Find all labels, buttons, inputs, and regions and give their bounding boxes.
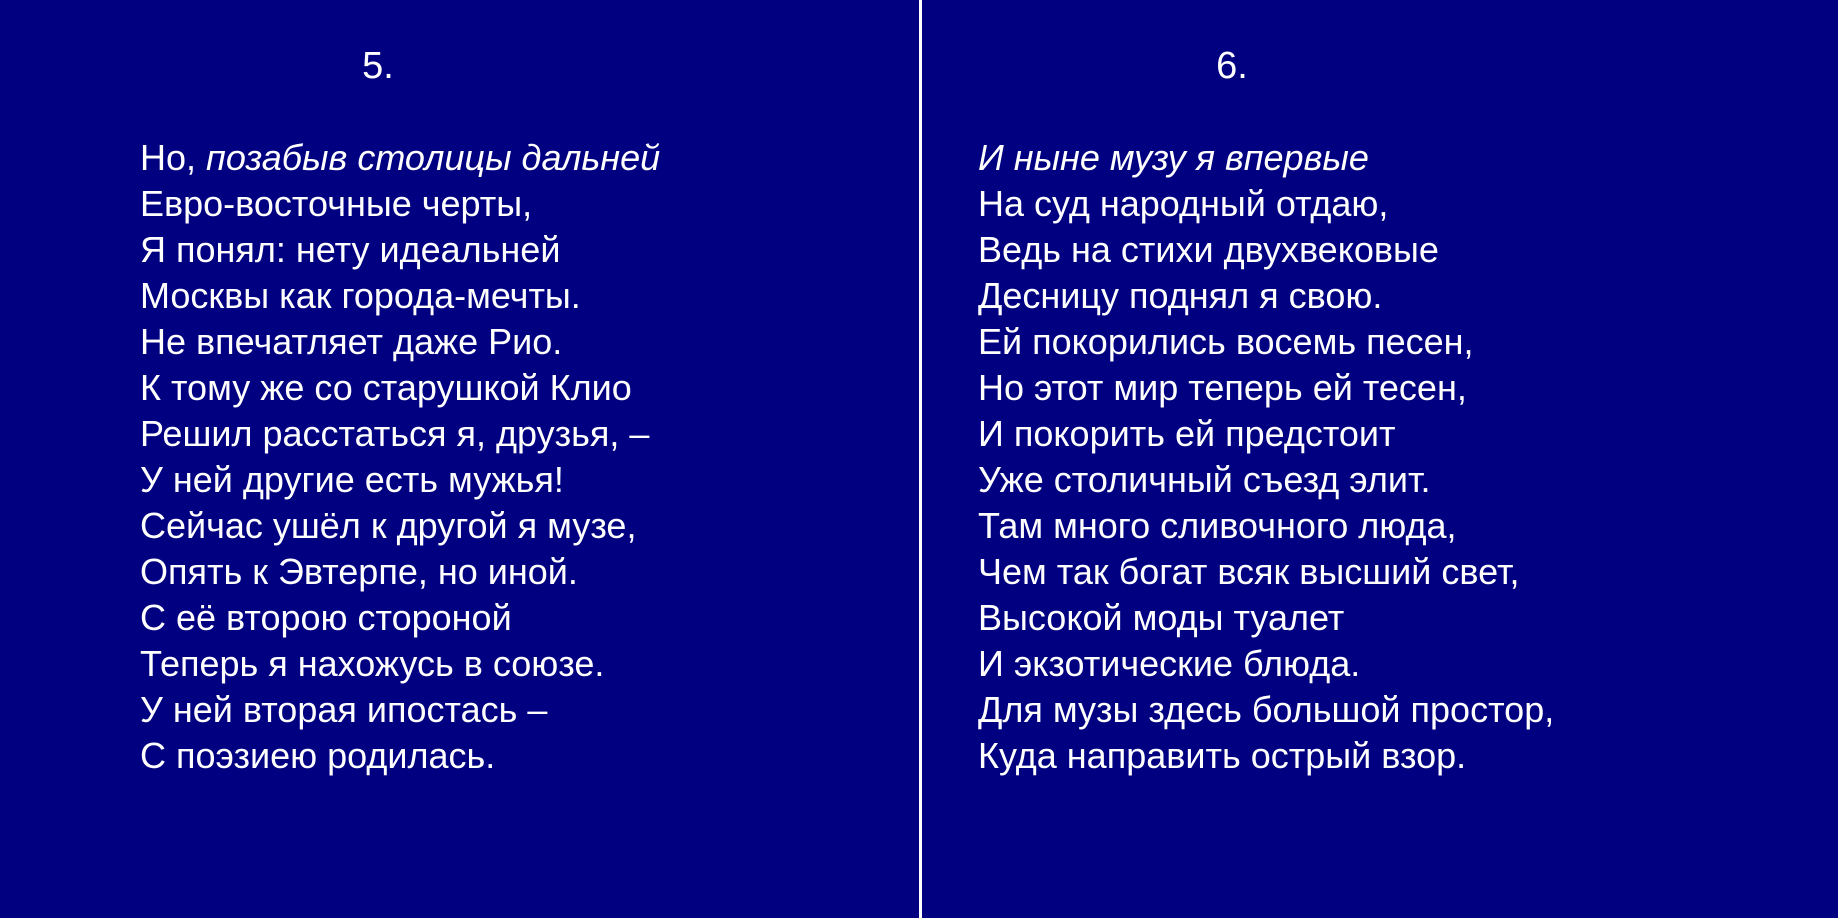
stanza-5-line-14: С поэзиею родилась. <box>140 735 496 776</box>
stanza-5-line-6: К тому же со старушкой Клио <box>140 367 632 408</box>
stanza-5-line-1-italic: позабыв столицы дальней <box>206 137 661 178</box>
stanza-5-line-5: Не впечатляет даже Рио. <box>140 321 563 362</box>
stanza-6-column <box>922 0 1822 918</box>
stanza-6-line-5: Ей покорились восемь песен, <box>978 321 1474 362</box>
stanza-6-line-11: Высокой моды туалет <box>978 597 1345 638</box>
stanza-5-line-3: Я понял: нету идеальней <box>140 229 561 270</box>
stanza-5-line-13: У ней вторая ипостась – <box>140 689 548 730</box>
stanza-5-line-11: С её второю стороной <box>140 597 512 638</box>
stanza-6-line-2: На суд народный отдаю, <box>978 183 1389 224</box>
stanza-5-line-1 <box>140 135 660 181</box>
stanza-5-column <box>0 0 900 918</box>
stanza-5-line-9: Сейчас ушёл к другой я музе, <box>140 505 637 546</box>
stanza-5-line-2: Евро-восточные черты, <box>140 183 533 224</box>
stanza-6-line-12: И экзотические блюда. <box>978 643 1361 684</box>
stanza-6-line-7: И покорить ей предстоит <box>978 413 1396 454</box>
stanza-5-line-8: У ней другие есть мужья! <box>140 459 564 500</box>
stanza-6-line-9: Там много сливочного люда, <box>978 505 1457 546</box>
stanza-5-line-4: Москвы как города-мечты. <box>140 275 581 316</box>
stanza-number-5: 5. <box>362 45 394 87</box>
stanza-5-line-1-prefix: Но, <box>140 137 207 178</box>
stanza-6-line-10: Чем так богат всяк высший свет, <box>978 551 1520 592</box>
stanza-5-lines <box>140 135 660 779</box>
stanza-6-line-1: И ныне музу я впервые <box>978 137 1369 178</box>
stanza-5-line-7: Решил расстаться я, друзья, – <box>140 413 650 454</box>
stanza-6-line-3: Ведь на стихи двухвековые <box>978 229 1439 270</box>
stanza-6-lines <box>978 135 1554 779</box>
stanza-5-line-12: Теперь я нахожусь в союзе. <box>140 643 605 684</box>
stanza-6-line-14: Куда направить острый взор. <box>978 735 1467 776</box>
stanza-6-line-4: Десницу поднял я свою. <box>978 275 1383 316</box>
stanza-5-line-10: Опять к Эвтерпе, но иной. <box>140 551 578 592</box>
stanza-6-line-13: Для музы здесь большой простор, <box>978 689 1555 730</box>
stanza-6-line-8: Уже столичный съезд элит. <box>978 459 1431 500</box>
stanza-6-line-6: Но этот мир теперь ей тесен, <box>978 367 1467 408</box>
stanza-number-6: 6. <box>1216 45 1248 87</box>
